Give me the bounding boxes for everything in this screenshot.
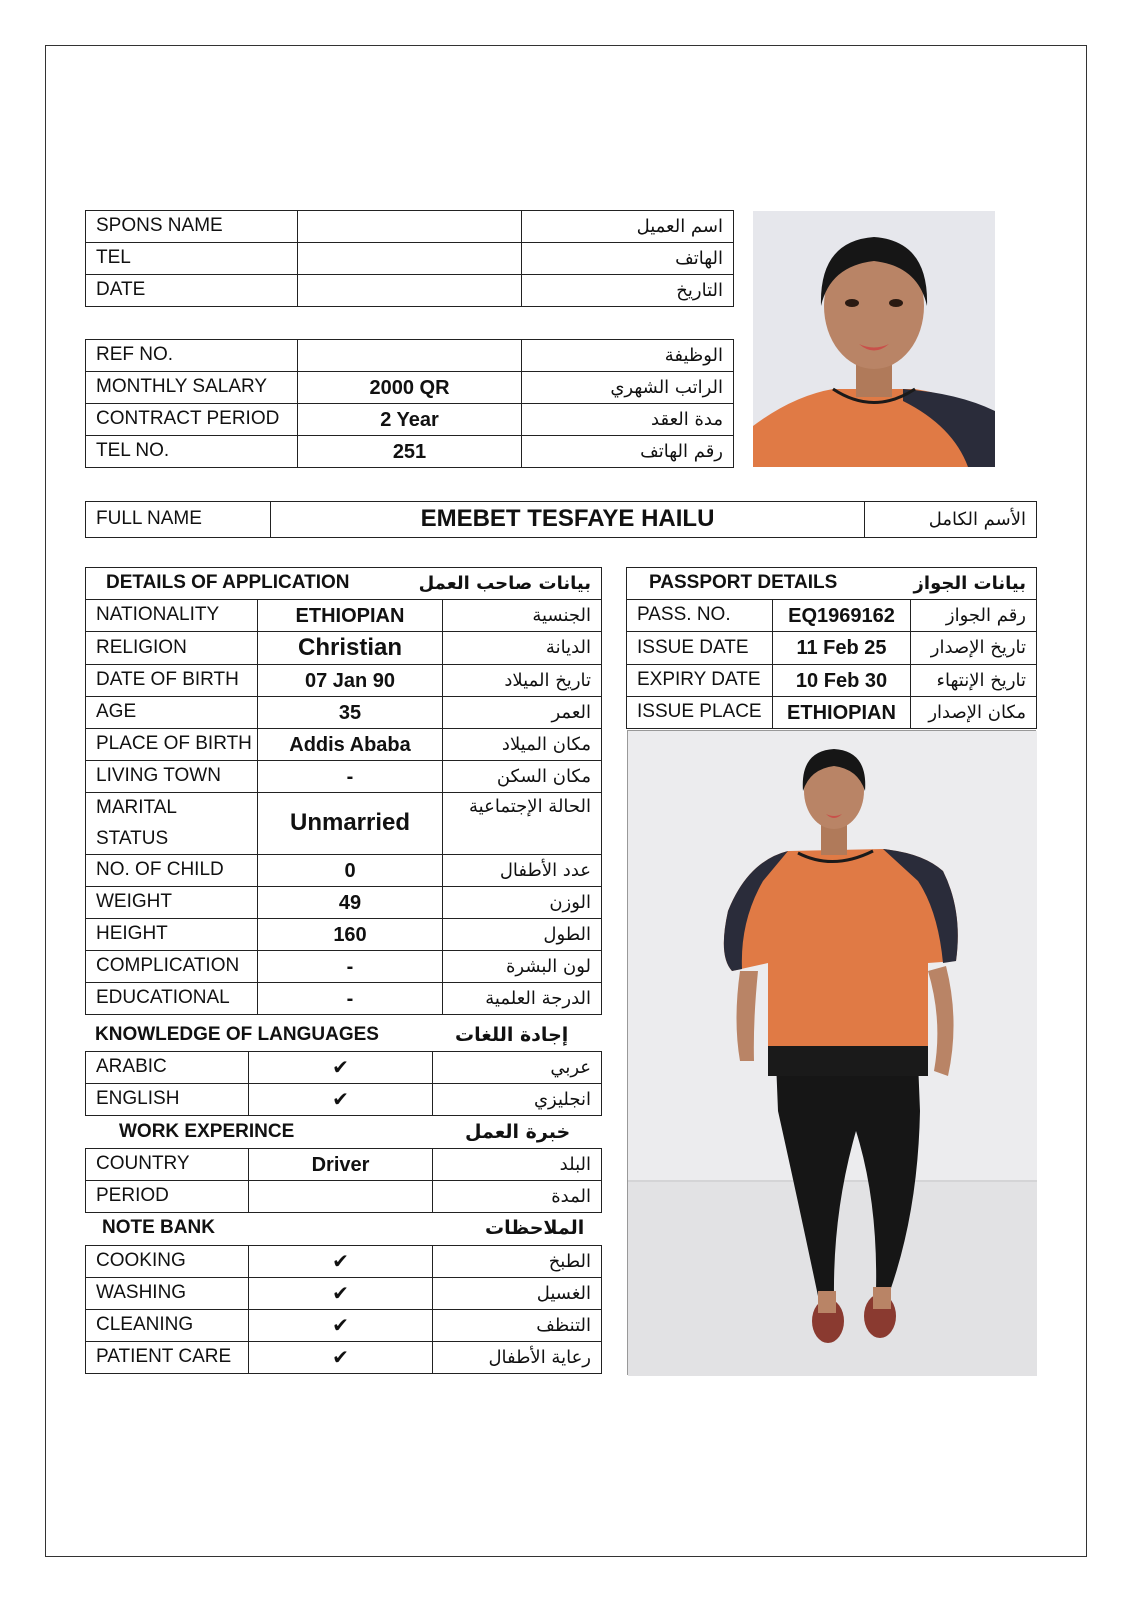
field-label-ar: الدرجة العلمية: [443, 983, 602, 1015]
languages-table: [85, 1051, 602, 1116]
field-label: AGE: [86, 697, 258, 729]
field-value: [298, 243, 522, 275]
field-label: ISSUE DATE: [627, 632, 773, 665]
application-row: [86, 919, 602, 951]
field-label-ar: البلد: [433, 1149, 602, 1181]
field-label: PLACE OF BIRTH: [86, 729, 258, 761]
field-label-ar: رعاية الأطفال: [433, 1342, 602, 1374]
application-row: [86, 951, 602, 983]
field-label-ar: الوزن: [443, 887, 602, 919]
passport-row: [627, 665, 1037, 697]
contract-row: [86, 436, 734, 468]
field-value: -: [258, 951, 443, 983]
sponsor-table: [85, 210, 734, 307]
field-label-ar: مدة العقد: [522, 404, 734, 436]
field-value: 49: [258, 887, 443, 919]
field-label: CLEANING: [86, 1310, 249, 1342]
field-value: -: [258, 983, 443, 1015]
application-row: [86, 855, 602, 887]
field-label: WASHING: [86, 1278, 249, 1310]
experience-header: [85, 1116, 601, 1148]
field-value: Unmarried: [258, 793, 443, 855]
field-value: Addis Ababa: [258, 729, 443, 761]
check-icon: ✔: [249, 1278, 433, 1310]
field-label: RELIGION: [86, 632, 258, 665]
field-label-ar: مكان الميلاد: [443, 729, 602, 761]
section-title-ar: الملاحظات: [485, 1216, 585, 1239]
field-label-ar: لون البشرة: [443, 951, 602, 983]
contract-row: [86, 340, 734, 372]
application-row: [86, 761, 602, 793]
field-label-ar: العمر: [443, 697, 602, 729]
field-label-ar: مكان الإصدار: [911, 697, 1037, 729]
field-label: REF NO.: [86, 340, 298, 372]
field-label-ar: الراتب الشهري: [522, 372, 734, 404]
application-table: [85, 567, 602, 1015]
sponsor-row: [86, 275, 734, 307]
field-label: ISSUE PLACE: [627, 697, 773, 729]
experience-row: [86, 1149, 602, 1181]
passport-row: [627, 697, 1037, 729]
field-value: 160: [258, 919, 443, 951]
field-label-ar: عدد الأطفال: [443, 855, 602, 887]
passport-row: [627, 600, 1037, 632]
contract-table: [85, 339, 734, 468]
field-label: ARABIC: [86, 1052, 249, 1084]
application-row: [86, 697, 602, 729]
field-label-ar: الديانة: [443, 632, 602, 665]
field-label-ar: المدة: [433, 1181, 602, 1213]
portrait-photo: [753, 211, 995, 467]
section-title: KNOWLEDGE OF LANGUAGES: [95, 1023, 379, 1045]
field-label: WEIGHT: [86, 887, 258, 919]
field-value: -: [258, 761, 443, 793]
passport-table: [626, 567, 1037, 729]
field-label: PATIENT CARE: [86, 1342, 249, 1374]
field-value: [298, 275, 522, 307]
field-value: 251: [298, 436, 522, 468]
field-label-ar: التنظف: [433, 1310, 602, 1342]
sponsor-row: [86, 211, 734, 243]
field-label: CONTRACT PERIOD: [86, 404, 298, 436]
field-label-ar: تاريخ الإصدار: [911, 632, 1037, 665]
field-label-ar: رقم الجواز: [911, 600, 1037, 632]
passport-header: [627, 568, 1037, 600]
full-name-value: EMEBET TESFAYE HAILU: [271, 502, 865, 538]
application-header: [86, 568, 602, 600]
field-label-ar: مكان السكن: [443, 761, 602, 793]
section-title-ar: خبرة العمل: [465, 1120, 571, 1143]
notes-table: [85, 1245, 602, 1374]
application-row: [86, 793, 602, 855]
section-title: PASSPORT DETAILS: [627, 568, 911, 600]
field-label: COMPLICATION: [86, 951, 258, 983]
field-value: EQ1969162: [773, 600, 911, 632]
application-row: [86, 600, 602, 632]
note-row: [86, 1278, 602, 1310]
contract-row: [86, 404, 734, 436]
full-name-table: [85, 501, 1037, 538]
field-value: Christian: [258, 632, 443, 665]
full-name-label-ar: الأسم الكامل: [865, 502, 1037, 538]
field-value: Driver: [249, 1149, 433, 1181]
application-row: [86, 632, 602, 665]
language-row: [86, 1084, 602, 1116]
section-title-ar: بيانات صاحب العمل: [443, 568, 602, 600]
field-value: [298, 211, 522, 243]
check-icon: ✔: [249, 1084, 433, 1116]
application-row: [86, 983, 602, 1015]
field-value: [298, 340, 522, 372]
section-title-ar: بيانات الجواز: [911, 568, 1037, 600]
field-label-ar: الوظيفة: [522, 340, 734, 372]
experience-table: [85, 1148, 602, 1213]
field-label-ar: الهاتف: [522, 243, 734, 275]
field-label-ar: انجليزي: [433, 1084, 602, 1116]
full-name-label: FULL NAME: [86, 502, 271, 538]
field-label-ar: تاريخ الإنتهاء: [911, 665, 1037, 697]
experience-row: [86, 1181, 602, 1213]
field-value: 07 Jan 90: [258, 665, 443, 697]
field-label-ar: تاريخ الميلاد: [443, 665, 602, 697]
field-label: NO. OF CHILD: [86, 855, 258, 887]
field-label: HEIGHT: [86, 919, 258, 951]
field-label: PASS. NO.: [627, 600, 773, 632]
application-row: [86, 665, 602, 697]
field-label: COOKING: [86, 1246, 249, 1278]
section-title: WORK EXPERINCE: [119, 1120, 295, 1142]
field-label-ar: الغسيل: [433, 1278, 602, 1310]
field-label-ar: التاريخ: [522, 275, 734, 307]
section-title: NOTE BANK: [102, 1216, 215, 1238]
field-value: 35: [258, 697, 443, 729]
field-label: [86, 793, 258, 855]
field-value: 10 Feb 30: [773, 665, 911, 697]
field-label-ar: رقم الهاتف: [522, 436, 734, 468]
field-label: NATIONALITY: [86, 600, 258, 632]
field-value: 11 Feb 25: [773, 632, 911, 665]
passport-row: [627, 632, 1037, 665]
check-icon: ✔: [249, 1246, 433, 1278]
section-title: DETAILS OF APPLICATION: [86, 568, 443, 600]
field-label: ENGLISH: [86, 1084, 249, 1116]
field-label-ar: اسم العميل: [522, 211, 734, 243]
field-label-ar: الجنسية: [443, 600, 602, 632]
field-value: 2000 QR: [298, 372, 522, 404]
check-icon: ✔: [249, 1310, 433, 1342]
note-row: [86, 1342, 602, 1374]
field-label-ar: الحالة الإجتماعية: [443, 793, 602, 855]
contract-row: [86, 372, 734, 404]
field-label: SPONS NAME: [86, 211, 298, 243]
field-value: 0: [258, 855, 443, 887]
application-row: [86, 729, 602, 761]
marital-status-label: MARITAL STATUS: [96, 797, 177, 849]
full-body-photo: [627, 730, 1036, 1375]
field-label-ar: عربي: [433, 1052, 602, 1084]
field-label: PERIOD: [86, 1181, 249, 1213]
note-row: [86, 1246, 602, 1278]
field-label: DATE: [86, 275, 298, 307]
field-label-ar: الطبخ: [433, 1246, 602, 1278]
note-row: [86, 1310, 602, 1342]
field-label-ar: الطول: [443, 919, 602, 951]
field-value: 2 Year: [298, 404, 522, 436]
field-label: MONTHLY SALARY: [86, 372, 298, 404]
field-value: [249, 1181, 433, 1213]
check-icon: ✔: [249, 1342, 433, 1374]
language-row: [86, 1052, 602, 1084]
field-label: TEL: [86, 243, 298, 275]
languages-header: [85, 1019, 601, 1051]
field-label: LIVING TOWN: [86, 761, 258, 793]
section-title-ar: إجادة اللغات: [455, 1023, 569, 1046]
field-value: ETHIOPIAN: [773, 697, 911, 729]
field-label: EXPIRY DATE: [627, 665, 773, 697]
field-label: EDUCATIONAL: [86, 983, 258, 1015]
field-value: ETHIOPIAN: [258, 600, 443, 632]
field-label: COUNTRY: [86, 1149, 249, 1181]
field-label: DATE OF BIRTH: [86, 665, 258, 697]
check-icon: ✔: [249, 1052, 433, 1084]
application-row: [86, 887, 602, 919]
notes-header: [85, 1212, 601, 1244]
sponsor-row: [86, 243, 734, 275]
field-label: TEL NO.: [86, 436, 298, 468]
